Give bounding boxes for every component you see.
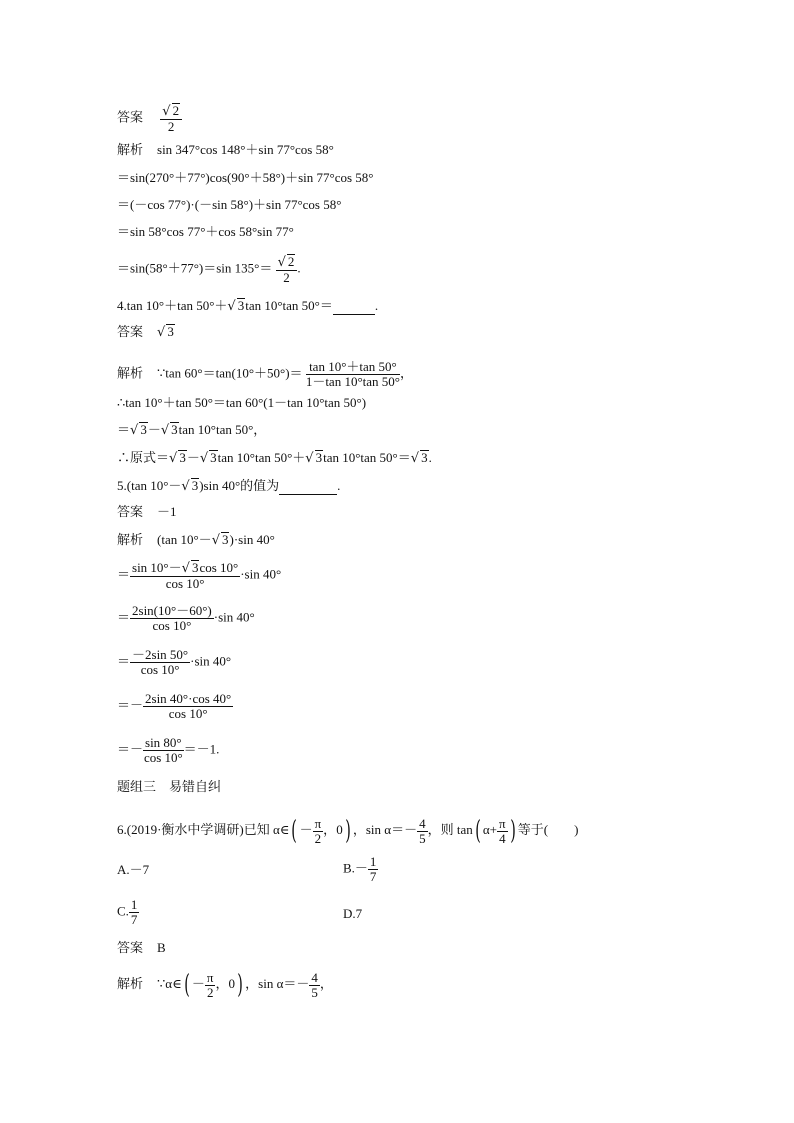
q6-option-c: C. $\frac{1}{7}$: [117, 897, 138, 927]
sqrt-sign: √: [305, 451, 314, 466]
fraction: $\frac{√ 2}{2}$: [276, 254, 298, 285]
q6-option-b: B.－ $\frac{1}{7}$: [343, 854, 377, 884]
q6-option-a: A.－7: [117, 862, 150, 877]
fraction: $\frac{1}{7}$: [369, 854, 377, 884]
q3-answer-line: [117, 103, 182, 134]
sqrt-sign: √: [169, 451, 178, 466]
answer-blank: [333, 298, 375, 315]
q5-analysis-line-1: 解析 (tan 10°－√ 3)·sin 40°: [117, 532, 275, 548]
section-heading: 题组三 易错自纠: [117, 779, 222, 794]
fraction: $\frac{\pi}{2}$: [206, 969, 214, 1000]
q6-option-d: D.7: [343, 906, 363, 921]
sqrt-sign: √: [157, 325, 166, 340]
fraction: $\frac{\pi}{4}$: [499, 815, 506, 846]
q5-stem: 5.(tan 10°－√ 3)sin 40°的值为 .: [117, 478, 341, 494]
q4-answer-line: 答案 √ 3: [117, 324, 174, 340]
q5-analysis-line-2: ＝ $\frac{\sin 10^\circ-√ 3\cos 10^\circ}{\cos 10^\circ}$ ·sin 40°: [117, 560, 282, 591]
sqrt-sign: √: [162, 104, 171, 119]
q3-analysis-line-2: ＝sin(270°＋77°)cos(90°＋58°)＋sin 77°cos 58°: [117, 170, 374, 185]
sqrt-sign: √: [277, 255, 286, 270]
q6-stem: 6.(2019·衡水中学调研)已知 α∈( － $\frac{\pi}{2}$ ，0) ，sin α＝－ $\frac{4}{5}$ ，则 tan( α+ $\frac{\pi}{4}$ ) 等于( ): [117, 815, 579, 846]
fraction: $\frac{2\sin 40^\circ\cdot\cos 40^\circ}{\cos 10^\circ}$: [145, 691, 232, 721]
fraction: $\frac{\sin 10^\circ-√ 3\cos 10^\circ}{\cos 10^\circ}$: [132, 560, 239, 591]
q6-analysis-line-1: 解析 ∵α∈( － $\frac{\pi}{2}$ ，0) ，sin α＝－ $\frac{4}{5}$ ，: [117, 969, 333, 1000]
fraction: $\frac{4}{5}$: [311, 969, 318, 1000]
fraction: $\frac{\tan 10^\circ+\tan 50^\circ}{1-\tan 10^\circ\tan 50^\circ}$: [305, 359, 400, 389]
sqrt-sign: √: [227, 299, 236, 314]
q4-stem: 4.tan 10°＋tan 50°＋√ 3tan 10°tan 50°＝ .: [117, 298, 379, 314]
q5-answer-line: 答案 －1: [117, 504, 177, 519]
q5-analysis-line-3: ＝ $\frac{2\sin(10^\circ-60^\circ)}{\cos 10^\circ}$ ·sin 40°: [117, 603, 255, 633]
fraction: $\frac{-2\sin 50^\circ}{\cos 10^\circ}$: [132, 647, 189, 677]
sqrt-sign: √: [160, 423, 170, 438]
q3-analysis-line-5: ＝sin(58°＋77°)＝sin 135°＝ $\frac{√ 2}{2}$ .: [117, 254, 301, 285]
fraction: $\frac{2\sin(10^\circ-60^\circ)}{\cos 10^\circ}$: [132, 603, 212, 633]
sqrt-sign: √: [211, 533, 220, 548]
sqrt-sign: √: [199, 451, 209, 466]
fraction: $\frac{4}{5}$: [419, 815, 426, 846]
q3-analysis-line-1: 解析 sin 347°cos 148°＋sin 77°cos 58°: [117, 142, 334, 157]
fraction: $\frac{\sin 80^\circ}{\cos 10^\circ}$: [143, 735, 183, 765]
answer-label: 答案: [117, 109, 144, 125]
sqrt-sign: √: [130, 423, 139, 438]
q4-analysis-line-2: ∴tan 10°＋tan 50°＝tan 60°(1－tan 10°tan 50°): [117, 395, 367, 410]
q3-analysis-line-4: ＝sin 58°cos 77°＋cos 58°sin 77°: [117, 224, 294, 239]
sqrt-sign: √: [410, 451, 420, 466]
q5-analysis-line-6: ＝－ $\frac{\sin 80^\circ}{\cos 10^\circ}$ ＝－1.: [117, 735, 220, 765]
q6-answer-line: 答案 B: [117, 940, 166, 955]
fraction: $\frac{1}{7}$: [130, 897, 138, 927]
q5-analysis-line-5: ＝－ $\frac{2\sin 40^\circ\cdot\cos 40^\circ}{\cos 10^\circ}$: [117, 691, 232, 721]
answer-blank: [279, 478, 337, 495]
analysis-label: 解析: [117, 142, 144, 157]
sqrt-sign: √: [181, 479, 190, 494]
q3-analysis-line-3: ＝(－cos 77°)·(－sin 58°)＋sin 77°cos 58°: [117, 197, 342, 212]
q4-analysis-line-4: ∴原式＝√ 3－√ 3tan 10°tan 50°＋√ 3tan 10°tan 50°＝√ 3.: [117, 450, 432, 466]
fraction: $\frac{√ 2}{2}$: [160, 103, 182, 134]
sqrt-sign: √: [181, 561, 190, 576]
q5-analysis-line-4: ＝ $\frac{-2\sin 50^\circ}{\cos 10^\circ}$ ·sin 40°: [117, 647, 232, 677]
q4-analysis-line-3: ＝√ 3－√ 3tan 10°tan 50°，: [117, 422, 267, 438]
q4-analysis-line-1: 解析 ∵tan 60°＝tan(10°＋50°)＝ $\frac{\tan 10^\circ+\tan 50^\circ}{1-\tan 10^\circ\tan 50^\circ}$ ，: [117, 359, 413, 389]
fraction: $\frac{\pi}{2}$: [314, 815, 322, 846]
